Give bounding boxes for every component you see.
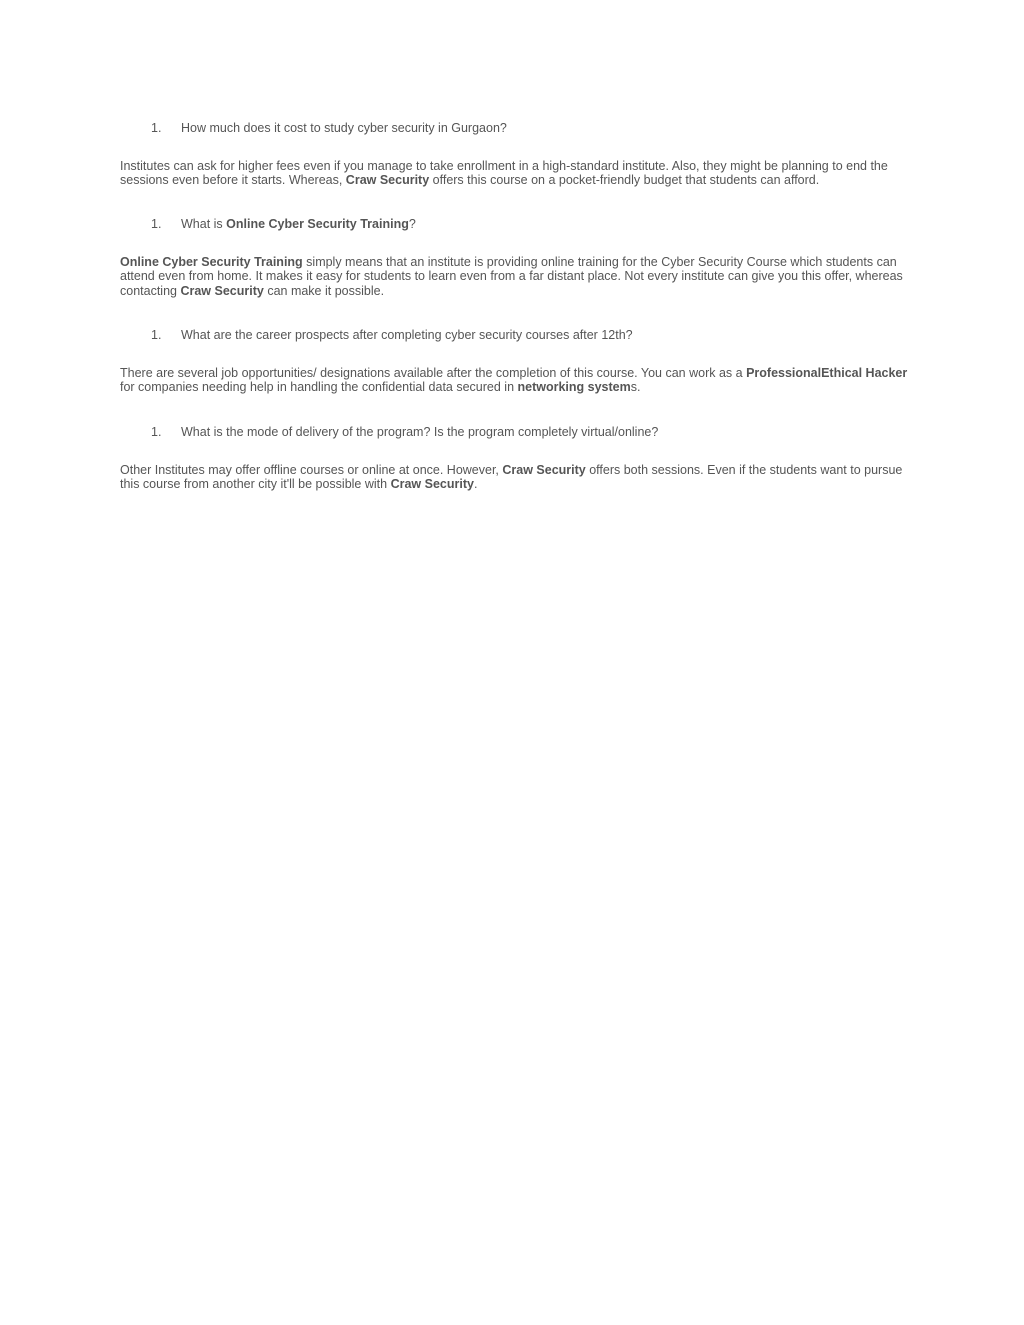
list-number: 1. xyxy=(151,217,162,231)
answer-text: offers both sessions. Even if the students want to pursue this course from another city it'll be possible with xyxy=(120,462,903,492)
answer-text: for companies needing help in handling the confidential data secured in xyxy=(120,380,518,395)
faq-answer xyxy=(120,463,910,492)
question-text: What is xyxy=(181,217,227,231)
answer-bold-text: Craw Security xyxy=(502,462,586,477)
faq-item xyxy=(120,217,910,298)
answer-bold-text: Craw Security xyxy=(345,173,430,188)
answer-bold-text: Craw Security xyxy=(180,283,264,298)
faq-answer xyxy=(120,366,910,395)
answer-bold-text: Craw Security xyxy=(390,477,474,492)
question-text: How much does it cost to study cyber security in Gurgaon? xyxy=(181,121,507,135)
answer-bold-text: ProfessionalEthical Hacker xyxy=(746,365,908,380)
answer-text: . xyxy=(473,477,478,492)
faq-question xyxy=(120,328,910,343)
answer-text: can make it possible. xyxy=(263,283,385,298)
answer-text: Institutes can ask for higher fees even if you manage to take enrollment in a high-standard institute. Also, they might be planning to end the sessions even before it starts. Whereas, xyxy=(120,158,888,188)
faq-question xyxy=(120,217,910,232)
faq-answer xyxy=(120,159,910,188)
answer-text: offers this course on a pocket-friendly budget that students can afford. xyxy=(429,173,820,188)
faq-item xyxy=(120,121,910,188)
faq-item xyxy=(120,328,910,395)
faq-question xyxy=(120,121,910,136)
question-bold-text: Online Cyber Security Training xyxy=(226,217,409,231)
list-number: 1. xyxy=(151,121,162,135)
answer-bold-text: Online Cyber Security Training xyxy=(120,254,303,269)
faq-item xyxy=(120,425,910,492)
answer-bold-text: networking system xyxy=(517,380,631,395)
answer-text: simply means that an institute is providing online training for the Cyber Security Course which students can attend even from home. It makes it easy for students to learn even from a far distant place. Not every institute can give you this offer, whereas contacting xyxy=(120,254,903,298)
question-text: What are the career prospects after completing cyber security courses after 12th? xyxy=(181,328,633,342)
answer-text: Other Institutes may offer offline courses or online at once. However, xyxy=(120,462,503,477)
answer-text: There are several job opportunities/ designations available after the completion of this course. You can work as a xyxy=(120,365,747,380)
faq-question xyxy=(120,425,910,440)
answer-text: s. xyxy=(630,380,641,395)
faq-answer xyxy=(120,255,910,299)
question-text-end: ? xyxy=(408,217,416,231)
list-number: 1. xyxy=(151,328,162,342)
list-number: 1. xyxy=(151,425,162,439)
question-text: What is the mode of delivery of the program? Is the program completely virtual/online? xyxy=(181,425,659,439)
